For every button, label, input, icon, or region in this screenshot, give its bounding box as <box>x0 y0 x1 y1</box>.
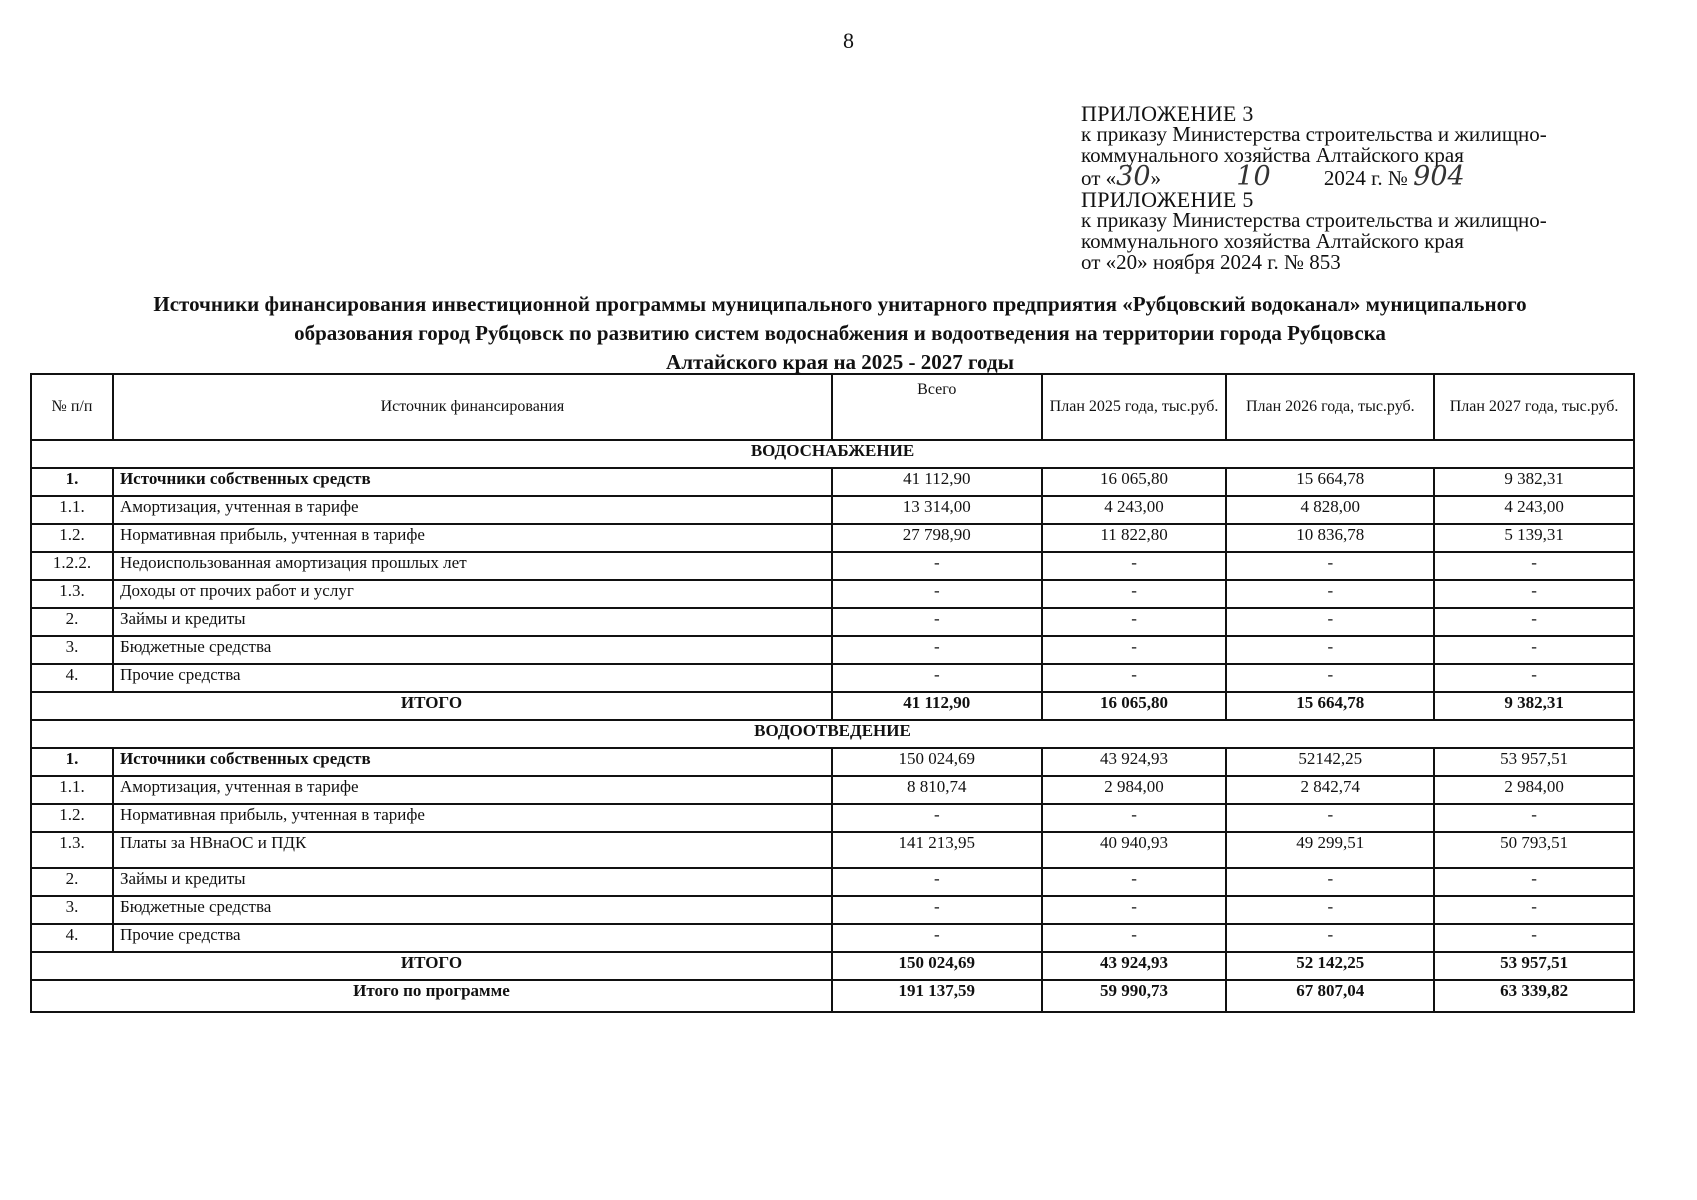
grand-total-label: Итого по программе <box>31 980 832 1012</box>
row-value-y2026: 15 664,78 <box>1226 468 1434 496</box>
total-row <box>31 692 1634 720</box>
row-value-y2027: 9 382,31 <box>1434 468 1634 496</box>
row-value-y2025: - <box>1042 804 1227 832</box>
section-title: ВОДООТВЕДЕНИЕ <box>31 720 1634 748</box>
row-value-y2025: 43 924,93 <box>1042 748 1227 776</box>
row-source-name: Прочие средства <box>113 924 832 952</box>
row-value-total: - <box>832 664 1042 692</box>
total-value-y2025: 16 065,80 <box>1042 692 1227 720</box>
row-number: 1.1. <box>31 776 113 804</box>
row-value-y2026: - <box>1226 608 1434 636</box>
row-number: 1.2. <box>31 804 113 832</box>
row-value-y2026: 2 842,74 <box>1226 776 1434 804</box>
grand-total-value-y2026: 67 807,04 <box>1226 980 1434 1012</box>
table-row <box>31 924 1634 952</box>
row-value-total: 8 810,74 <box>832 776 1042 804</box>
header-total: Всего <box>832 374 1042 440</box>
table-row <box>31 468 1634 496</box>
row-value-y2026: - <box>1226 896 1434 924</box>
row-value-y2025: 16 065,80 <box>1042 468 1227 496</box>
row-number: 1. <box>31 468 113 496</box>
table-row <box>31 804 1634 832</box>
title-line-2: образования город Рубцовск по развитию систем водоснабжения и водоотведения на территории города Рубцовска <box>294 321 1386 345</box>
row-value-total: - <box>832 896 1042 924</box>
total-row <box>31 952 1634 980</box>
row-number: 4. <box>31 664 113 692</box>
header-num: № п/п <box>31 374 113 440</box>
row-value-y2027: 53 957,51 <box>1434 748 1634 776</box>
total-value-total: 150 024,69 <box>832 952 1042 980</box>
row-number: 3. <box>31 636 113 664</box>
grand-total-value-y2025: 59 990,73 <box>1042 980 1227 1012</box>
section-row-water-disposal <box>31 720 1634 748</box>
row-value-y2027: - <box>1434 608 1634 636</box>
grand-total-value-y2027: 63 339,82 <box>1434 980 1634 1012</box>
total-value-y2026: 52 142,25 <box>1226 952 1434 980</box>
table-row <box>31 524 1634 552</box>
row-source-name: Займы и кредиты <box>113 608 832 636</box>
table-body <box>31 440 1634 1012</box>
row-number: 1. <box>31 748 113 776</box>
row-number: 3. <box>31 896 113 924</box>
row-value-total: 41 112,90 <box>832 468 1042 496</box>
total-value-y2026: 15 664,78 <box>1226 692 1434 720</box>
appendix-5-line-1: к приказу Министерства строительства и жилищно- <box>1081 208 1547 232</box>
row-source-name: Амортизация, учтенная в тарифе <box>113 776 832 804</box>
total-value-y2027: 9 382,31 <box>1434 692 1634 720</box>
title-line-1: Источники финансирования инвестиционной программы муниципального унитарного предприятия «Рубцовский водоканал» муниципального <box>153 292 1527 316</box>
row-value-y2026: - <box>1226 664 1434 692</box>
date-month-handwritten: 10 <box>1236 161 1271 192</box>
page-number: 8 <box>843 28 854 53</box>
header-source: Источник финансирования <box>113 374 832 440</box>
row-value-total: - <box>832 580 1042 608</box>
row-value-total: - <box>832 552 1042 580</box>
row-number: 1.1. <box>31 496 113 524</box>
row-value-y2027: - <box>1434 924 1634 952</box>
appendix-block <box>1081 103 1681 273</box>
row-source-name: Бюджетные средства <box>113 896 832 924</box>
row-value-y2026: 4 828,00 <box>1226 496 1434 524</box>
row-value-y2025: - <box>1042 636 1227 664</box>
row-source-name: Источники собственных средств <box>113 468 832 496</box>
table-row <box>31 552 1634 580</box>
order-number-handwritten: 904 <box>1413 161 1465 192</box>
row-value-y2027: - <box>1434 896 1634 924</box>
header-2025: План 2025 года, тыс.руб. <box>1042 374 1227 440</box>
row-source-name: Нормативная прибыль, учтенная в тарифе <box>113 524 832 552</box>
row-value-y2025: 11 822,80 <box>1042 524 1227 552</box>
grand-total-value-total: 191 137,59 <box>832 980 1042 1012</box>
row-source-name: Амортизация, учтенная в тарифе <box>113 496 832 524</box>
row-value-y2025: - <box>1042 580 1227 608</box>
row-number: 1.3. <box>31 580 113 608</box>
appendix-3-title: ПРИЛОЖЕНИЕ 3 <box>1081 101 1254 126</box>
table-header-row <box>31 374 1634 440</box>
row-number: 4. <box>31 924 113 952</box>
date-prefix: от « <box>1081 166 1117 190</box>
row-source-name: Доходы от прочих работ и услуг <box>113 580 832 608</box>
row-value-y2026: - <box>1226 924 1434 952</box>
row-value-y2027: 5 139,31 <box>1434 524 1634 552</box>
total-value-y2027: 53 957,51 <box>1434 952 1634 980</box>
date-day-handwritten: 30 <box>1116 161 1151 192</box>
total-value-y2025: 43 924,93 <box>1042 952 1227 980</box>
row-value-y2027: - <box>1434 804 1634 832</box>
row-source-name: Бюджетные средства <box>113 636 832 664</box>
row-value-y2026: 49 299,51 <box>1226 832 1434 868</box>
document-title <box>20 290 1660 377</box>
table-row <box>31 496 1634 524</box>
row-value-total: - <box>832 924 1042 952</box>
row-value-y2027: - <box>1434 552 1634 580</box>
row-value-y2025: 40 940,93 <box>1042 832 1227 868</box>
row-value-y2025: - <box>1042 608 1227 636</box>
date-year: 2024 г. № <box>1323 166 1408 190</box>
row-number: 1.2. <box>31 524 113 552</box>
row-value-total: 150 024,69 <box>832 748 1042 776</box>
row-value-y2027: - <box>1434 636 1634 664</box>
row-value-y2027: 2 984,00 <box>1434 776 1634 804</box>
row-value-y2026: - <box>1226 580 1434 608</box>
row-value-total: - <box>832 804 1042 832</box>
table-row <box>31 608 1634 636</box>
row-value-y2025: 4 243,00 <box>1042 496 1227 524</box>
table-row <box>31 636 1634 664</box>
total-label: ИТОГО <box>31 952 832 980</box>
row-value-y2026: - <box>1226 552 1434 580</box>
row-number: 2. <box>31 868 113 896</box>
financing-table <box>30 373 1635 1013</box>
appendix-3-date <box>1081 161 1681 192</box>
appendix-3-line-1: к приказу Министерства строительства и жилищно- <box>1081 122 1547 146</box>
row-value-total: - <box>832 636 1042 664</box>
row-value-y2026: 52142,25 <box>1226 748 1434 776</box>
row-value-y2027: - <box>1434 664 1634 692</box>
table-row <box>31 776 1634 804</box>
row-value-y2025: 2 984,00 <box>1042 776 1227 804</box>
row-number: 2. <box>31 608 113 636</box>
row-number: 1.2.2. <box>31 552 113 580</box>
row-value-y2027: 4 243,00 <box>1434 496 1634 524</box>
row-source-name: Платы за НВнаОС и ПДК <box>113 832 832 868</box>
row-value-total: - <box>832 868 1042 896</box>
row-value-y2026: - <box>1226 868 1434 896</box>
row-value-total: 27 798,90 <box>832 524 1042 552</box>
row-source-name: Прочие средства <box>113 664 832 692</box>
appendix-5-date: от «20» ноября 2024 г. № 853 <box>1081 250 1341 274</box>
table-row <box>31 748 1634 776</box>
appendix-5-title: ПРИЛОЖЕНИЕ 5 <box>1081 187 1254 212</box>
date-quote-close: » <box>1150 166 1162 190</box>
row-source-name: Нормативная прибыль, учтенная в тарифе <box>113 804 832 832</box>
row-value-y2025: - <box>1042 924 1227 952</box>
row-value-y2025: - <box>1042 552 1227 580</box>
table-row <box>31 868 1634 896</box>
row-value-total: 141 213,95 <box>832 832 1042 868</box>
total-value-total: 41 112,90 <box>832 692 1042 720</box>
row-value-y2026: - <box>1226 804 1434 832</box>
row-value-y2027: 50 793,51 <box>1434 832 1634 868</box>
row-value-y2026: - <box>1226 636 1434 664</box>
row-number: 1.3. <box>31 832 113 868</box>
table-row <box>31 832 1634 868</box>
grand-total-row <box>31 980 1634 1012</box>
row-value-y2027: - <box>1434 868 1634 896</box>
row-value-y2025: - <box>1042 896 1227 924</box>
total-label: ИТОГО <box>31 692 832 720</box>
row-value-y2025: - <box>1042 664 1227 692</box>
header-2026: План 2026 года, тыс.руб. <box>1226 374 1434 440</box>
table-row <box>31 580 1634 608</box>
row-value-y2025: - <box>1042 868 1227 896</box>
appendix-3-line-2: коммунального хозяйства Алтайского края <box>1081 143 1464 167</box>
row-value-total: - <box>832 608 1042 636</box>
header-2027: План 2027 года, тыс.руб. <box>1434 374 1634 440</box>
row-source-name: Займы и кредиты <box>113 868 832 896</box>
table-row <box>31 896 1634 924</box>
table-row <box>31 664 1634 692</box>
section-title: ВОДОСНАБЖЕНИЕ <box>31 440 1634 468</box>
row-value-y2027: - <box>1434 580 1634 608</box>
row-value-total: 13 314,00 <box>832 496 1042 524</box>
row-value-y2026: 10 836,78 <box>1226 524 1434 552</box>
title-line-3: Алтайского края на 2025 - 2027 годы <box>666 350 1014 374</box>
row-source-name: Недоиспользованная амортизация прошлых лет <box>113 552 832 580</box>
row-source-name: Источники собственных средств <box>113 748 832 776</box>
section-row-water-supply <box>31 440 1634 468</box>
appendix-5-line-2: коммунального хозяйства Алтайского края <box>1081 229 1464 253</box>
